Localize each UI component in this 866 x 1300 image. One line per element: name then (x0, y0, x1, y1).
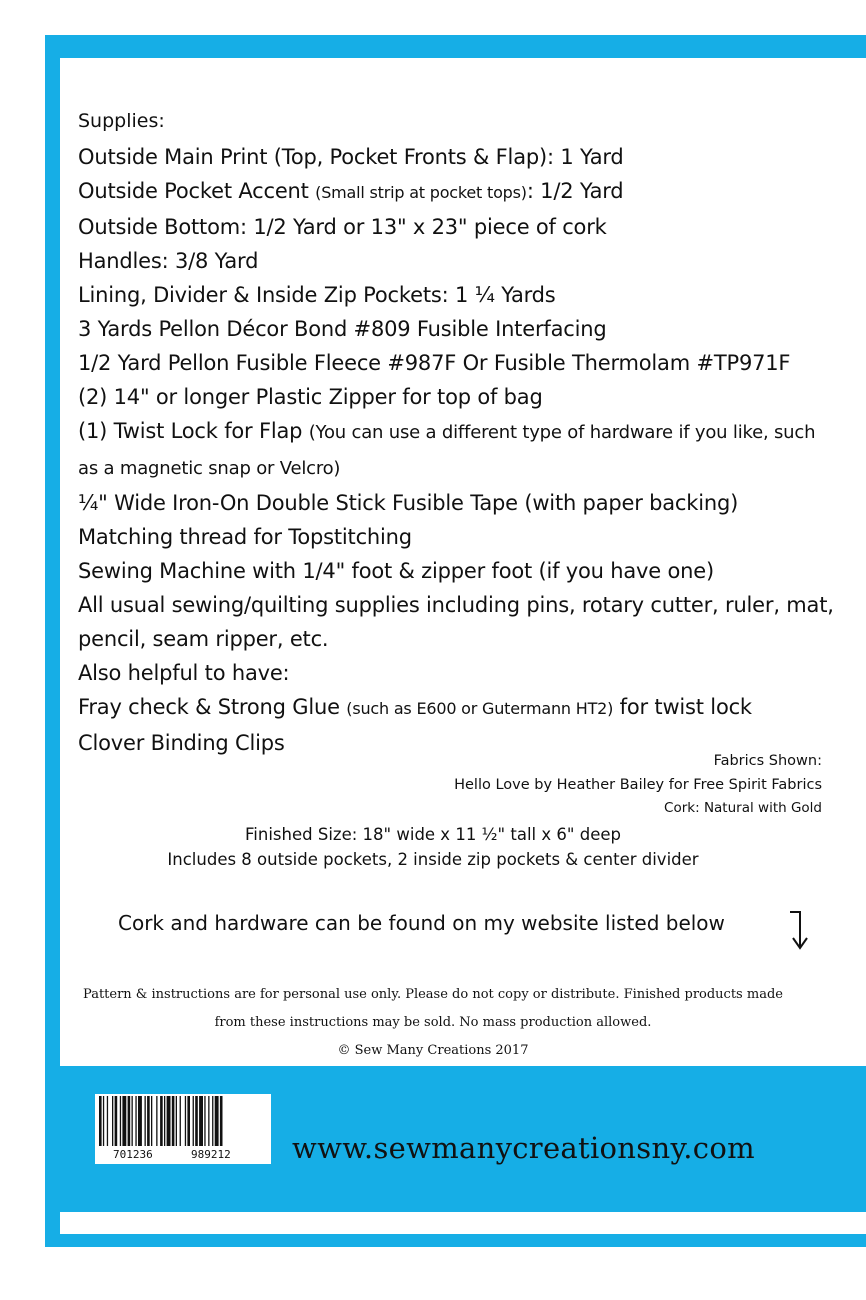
barcode-bar (160, 1096, 163, 1146)
legal-line: Pattern & instructions are for personal use only. Please do not copy or distribute. Finished products made (83, 987, 783, 1002)
barcode-bar (115, 1096, 118, 1146)
supply-line: Matching thread for Topstitching (78, 525, 412, 549)
barcode-bar (103, 1096, 104, 1146)
supply-text: (1) Twist Lock for Flap (78, 419, 309, 443)
supply-line: (2) 14" or longer Plastic Zipper for top of bag (78, 385, 543, 409)
supply-line (78, 690, 838, 726)
finished-size-text: Finished Size: 18" wide x 11 ½" tall x 6" deep (245, 825, 621, 844)
arrow-down-icon (788, 908, 814, 952)
copyright: © Sew Many Creations 2017 (337, 1043, 529, 1058)
barcode-bar (195, 1096, 198, 1146)
supplies-list (78, 104, 838, 760)
barcode-bar (138, 1096, 142, 1146)
barcode (95, 1094, 271, 1164)
supply-line: Lining, Divider & Inside Zip Pockets: 1 ¼ Yards (78, 283, 556, 307)
supply-text: for twist lock (613, 695, 752, 719)
barcode-bar (172, 1096, 175, 1146)
supply-line: Clover Binding Clips (78, 731, 285, 755)
supply-line: Handles: 3/8 Yard (78, 249, 259, 273)
barcode-bar (199, 1096, 203, 1146)
supply-line: Sewing Machine with 1/4" foot & zipper foot (if you have one) (78, 559, 714, 583)
barcode-right-digits: 989212 (191, 1148, 231, 1161)
supply-note: (such as E600 or Gutermann HT2) (346, 699, 614, 718)
barcode-bar (208, 1096, 209, 1146)
supply-line (78, 414, 838, 486)
supply-text: Outside Pocket Accent (78, 179, 316, 203)
barcode-bar (122, 1096, 126, 1146)
barcode-bars (95, 1094, 271, 1150)
supply-line: 1/2 Yard Pellon Fusible Fleece #987F Or Fusible Thermolam #TP971F (78, 351, 791, 375)
bottom-white-strip (60, 1212, 866, 1234)
fabrics-line: Cork: Natural with Gold (664, 800, 822, 816)
cork-note: Cork and hardware can be found on my website listed below (118, 911, 725, 935)
barcode-bar (132, 1096, 133, 1146)
supply-text: Fray check & Strong Glue (78, 695, 347, 719)
barcode-bar (156, 1096, 157, 1146)
barcode-bar (185, 1096, 186, 1146)
barcode-bar (187, 1096, 190, 1146)
legal-line: from these instructions may be sold. No mass production allowed. (214, 1015, 652, 1030)
barcode-bar (212, 1096, 213, 1146)
barcode-bar (180, 1096, 181, 1146)
barcode-bar (112, 1096, 113, 1146)
barcode-bar (204, 1096, 205, 1146)
supply-line: ¼" Wide Iron-On Double Stick Fusible Tape (with paper backing) (78, 491, 739, 515)
supplies-heading: Supplies: (78, 110, 165, 132)
includes-text: Includes 8 outside pockets, 2 inside zip pockets & center divider (167, 850, 699, 869)
supply-line: Outside Bottom: 1/2 Yard or 13" x 23" piece of cork (78, 215, 607, 239)
barcode-bar (147, 1096, 150, 1146)
fabrics-line: Hello Love by Heather Bailey for Free Spirit Fabrics (454, 776, 822, 793)
barcode-bar (164, 1096, 165, 1146)
supply-text: : 1/2 Yard (526, 179, 624, 203)
supply-line: All usual sewing/quilting supplies including pins, rotary cutter, ruler, mat, pencil, seam ripper, etc. (78, 593, 834, 651)
legal-notice (0, 981, 866, 1065)
barcode-bar (193, 1096, 194, 1146)
barcode-bar (167, 1096, 171, 1146)
fabrics-label: Fabrics Shown: (713, 753, 822, 769)
supply-line: Outside Main Print (Top, Pocket Fronts & Flap): 1 Yard (78, 145, 624, 169)
barcode-bar (128, 1096, 131, 1146)
barcode-bar (176, 1096, 177, 1146)
barcode-bar (220, 1096, 223, 1146)
supply-note: (Small strip at pocket tops) (315, 183, 527, 202)
fabrics-shown (454, 750, 822, 821)
barcode-left-digits: 701236 (113, 1148, 153, 1161)
supply-line (78, 174, 838, 210)
barcode-bar (120, 1096, 121, 1146)
barcode-bar (107, 1096, 108, 1146)
barcode-bar (99, 1096, 102, 1146)
supply-note: (You can use a different type of hardware if you like, such as a magnetic snap or Velcro) (78, 422, 816, 479)
supply-line: 3 Yards Pellon Décor Bond #809 Fusible Interfacing (78, 317, 607, 341)
barcode-bar (215, 1096, 219, 1146)
barcode-bar (135, 1096, 136, 1146)
barcode-bar (145, 1096, 146, 1146)
website-url: www.sewmanycreationsny.com (292, 1131, 755, 1165)
finished-size (0, 822, 866, 872)
barcode-bar (151, 1096, 152, 1146)
supply-line: Also helpful to have: (78, 661, 290, 685)
